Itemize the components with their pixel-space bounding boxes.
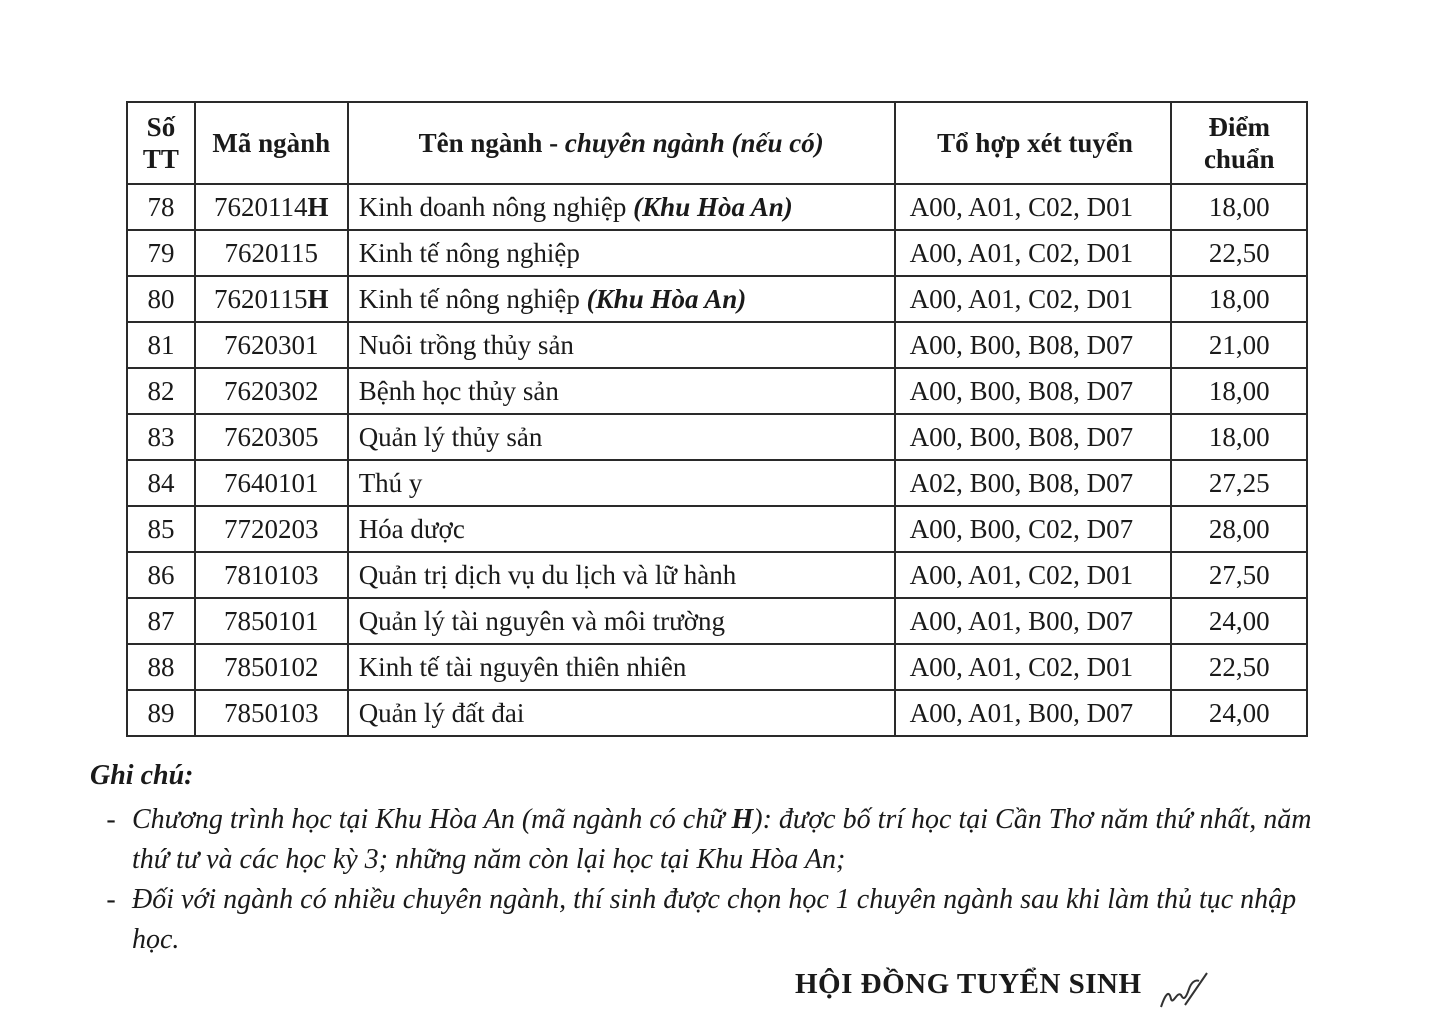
cell-stt: 80: [127, 276, 195, 322]
cell-code-number: 7620305: [224, 421, 319, 452]
cell-name: [348, 414, 895, 460]
header-combo: Tổ hợp xét tuyển: [895, 102, 1172, 184]
cell-code: [195, 322, 348, 368]
cell-code: [195, 598, 348, 644]
cell-stt: 83: [127, 414, 195, 460]
cell-code-number: 7620115: [224, 237, 319, 268]
notes-title: Ghi chú:: [90, 760, 194, 791]
table-row: [127, 322, 1307, 368]
cell-code: [195, 690, 348, 736]
cell-score: 22,50: [1171, 644, 1307, 690]
cell-stt: 88: [127, 644, 195, 690]
note-dash: -: [106, 804, 116, 835]
cell-combo: A00, B00, B08, D07: [895, 414, 1172, 460]
table-row: [127, 460, 1307, 506]
cell-combo: A00, A01, B00, D07: [895, 690, 1172, 736]
cell-score: 22,50: [1171, 230, 1307, 276]
cell-code-number: 7850102: [224, 651, 319, 682]
cell-code: [195, 460, 348, 506]
cell-combo: A00, B00, C02, D07: [895, 506, 1172, 552]
table-header-row: [127, 102, 1307, 184]
cell-stt: 81: [127, 322, 195, 368]
note-text-before: Đối với ngành có nhiều chuyên ngành, thí sinh được chọn học 1 chuyên ngành sau khi làm thủ tục nhập học.: [132, 884, 1297, 955]
cell-name: [348, 690, 895, 736]
header-name-prefix: Tên ngành -: [418, 128, 565, 158]
signature-title: HỘI ĐỒNG TUYỂN SINH: [795, 968, 1142, 1000]
header-code: Mã ngành: [195, 102, 348, 184]
cell-name: [348, 460, 895, 506]
cell-name-text: Thú y: [358, 467, 423, 498]
cell-name: [348, 552, 895, 598]
header-stt: Số TT: [127, 102, 195, 184]
note-text-before: Chương trình học tại Khu Hòa An (mã ngành có chữ: [132, 804, 732, 835]
cell-score: 27,25: [1171, 460, 1307, 506]
admission-score-table: [126, 101, 1308, 737]
cell-stt: 79: [127, 230, 195, 276]
cell-name-text: Quản lý tài nguyên và môi trường: [358, 605, 726, 636]
cell-campus: (Khu Hòa An): [586, 283, 747, 314]
cell-stt: 84: [127, 460, 195, 506]
cell-stt: 85: [127, 506, 195, 552]
cell-code-number: 7620301: [224, 329, 319, 360]
header-score: Điểm chuẩn: [1171, 102, 1307, 184]
cell-score: 28,00: [1171, 506, 1307, 552]
cell-combo: A00, A01, C02, D01: [895, 230, 1172, 276]
cell-score: 18,00: [1171, 414, 1307, 460]
note-item: [90, 800, 1350, 880]
cell-code: [195, 184, 348, 230]
cell-score: 21,00: [1171, 322, 1307, 368]
cell-score: 27,50: [1171, 552, 1307, 598]
table-row: [127, 690, 1307, 736]
cell-score: 18,00: [1171, 184, 1307, 230]
cell-combo: A00, B00, B08, D07: [895, 368, 1172, 414]
cell-name-text: Quản trị dịch vụ du lịch và lữ hành: [358, 559, 737, 590]
cell-name-text: Hóa dược: [358, 513, 465, 544]
note-item: [90, 880, 1350, 960]
table-row: [127, 552, 1307, 598]
cell-name: [348, 644, 895, 690]
cell-name-text: Kinh tế nông nghiệp: [358, 283, 587, 314]
header-name: [348, 102, 895, 184]
notes-section: [90, 760, 1350, 960]
cell-combo: A00, A01, C02, D01: [895, 184, 1172, 230]
cell-combo: A00, B00, B08, D07: [895, 322, 1172, 368]
cell-combo: A02, B00, B08, D07: [895, 460, 1172, 506]
cell-name-text: Quản lý thủy sản: [358, 421, 543, 452]
cell-score: 24,00: [1171, 690, 1307, 736]
cell-code: [195, 230, 348, 276]
note-text-bold: H: [731, 804, 754, 835]
cell-score: 18,00: [1171, 276, 1307, 322]
cell-name: [348, 368, 895, 414]
cell-combo: A00, A01, C02, D01: [895, 552, 1172, 598]
cell-name: [348, 506, 895, 552]
note-text: [132, 800, 1350, 880]
table-row: [127, 368, 1307, 414]
note-dash: -: [106, 884, 116, 915]
cell-stt: 86: [127, 552, 195, 598]
cell-code-number: 7810103: [224, 559, 319, 590]
cell-stt: 78: [127, 184, 195, 230]
cell-score: 24,00: [1171, 598, 1307, 644]
cell-name: [348, 276, 895, 322]
cell-name: [348, 598, 895, 644]
cell-code-number: 7720203: [224, 513, 319, 544]
note-text-after: ): được bố trí học tại Cần Thơ năm thứ nhất, năm thứ tư và các học kỳ 3; những năm còn lại học tại Khu Hòa An;: [132, 804, 1312, 875]
cell-code-number: 7620114: [214, 191, 308, 222]
cell-code-number: 7850103: [224, 697, 319, 728]
cell-name: [348, 184, 895, 230]
cell-combo: A00, A01, C02, D01: [895, 276, 1172, 322]
cell-campus: (Khu Hòa An): [633, 191, 793, 222]
table-row: [127, 184, 1307, 230]
cell-combo: A00, A01, B00, D07: [895, 598, 1172, 644]
table-row: [127, 414, 1307, 460]
cell-name-text: Quản lý đất đai: [358, 697, 525, 728]
cell-name: [348, 230, 895, 276]
cell-code-number: 7620302: [224, 375, 319, 406]
note-text: [132, 880, 1350, 960]
cell-code-suffix: H: [307, 191, 329, 222]
cell-code: [195, 368, 348, 414]
cell-code-number: 7620115: [214, 283, 308, 314]
cell-name-text: Kinh doanh nông nghiệp: [358, 191, 634, 222]
table-row: [127, 506, 1307, 552]
cell-code: [195, 644, 348, 690]
table-row: [127, 276, 1307, 322]
cell-stt: 87: [127, 598, 195, 644]
cell-name-text: Bệnh học thủy sản: [358, 375, 559, 406]
cell-name-text: Nuôi trồng thủy sản: [358, 329, 574, 360]
table-row: [127, 230, 1307, 276]
cell-name-text: Kinh tế tài nguyên thiên nhiên: [358, 651, 687, 682]
cell-combo: A00, A01, C02, D01: [895, 644, 1172, 690]
cell-name: [348, 322, 895, 368]
cell-stt: 82: [127, 368, 195, 414]
cell-code: [195, 414, 348, 460]
cell-code: [195, 506, 348, 552]
table-row: [127, 598, 1307, 644]
cell-stt: 89: [127, 690, 195, 736]
cell-code-number: 7640101: [224, 467, 319, 498]
cell-code-suffix: H: [307, 283, 329, 314]
cell-code: [195, 552, 348, 598]
header-name-italic: chuyên ngành (nếu có): [564, 128, 824, 158]
handwritten-signature-icon: [1155, 965, 1215, 1015]
cell-score: 18,00: [1171, 368, 1307, 414]
cell-code-number: 7850101: [224, 605, 319, 636]
cell-code: [195, 276, 348, 322]
cell-name-text: Kinh tế nông nghiệp: [358, 237, 580, 268]
table-body: [127, 184, 1307, 736]
table-row: [127, 644, 1307, 690]
